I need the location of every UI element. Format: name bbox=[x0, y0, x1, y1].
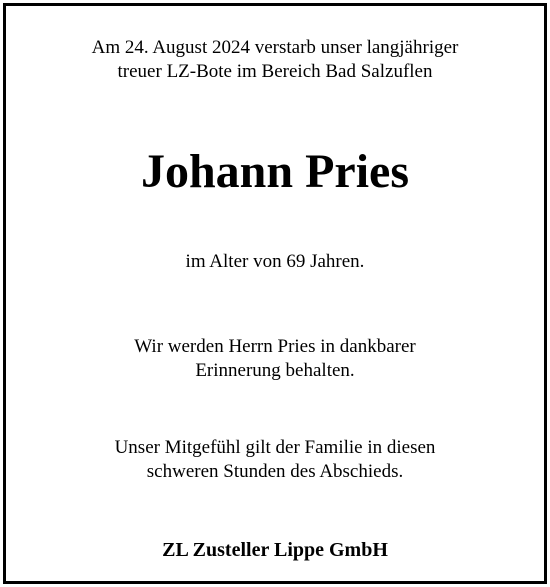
sympathy-line: schweren Stunden des Abschieds. bbox=[146, 461, 404, 482]
memory-text bbox=[6, 335, 544, 383]
deceased-name: Johann Pries bbox=[140, 145, 410, 198]
memory-line: Wir werden Herrn Pries in dankbarer bbox=[134, 336, 416, 357]
sympathy-line: Unser Mitgefühl gilt der Familie in diesen bbox=[114, 437, 436, 458]
sender-name: ZL Zusteller Lippe GmbH bbox=[162, 539, 388, 561]
intro-line: Am 24. August 2024 verstarb unser langjähriger bbox=[91, 37, 459, 58]
obituary-notice bbox=[3, 3, 547, 584]
sympathy-text bbox=[6, 436, 544, 484]
intro-line: treuer LZ-Bote im Bereich Bad Salzuflen bbox=[117, 61, 433, 82]
age-text: im Alter von 69 Jahren. bbox=[185, 251, 365, 272]
intro-text bbox=[6, 36, 544, 84]
memory-line: Erinnerung behalten. bbox=[195, 360, 355, 381]
